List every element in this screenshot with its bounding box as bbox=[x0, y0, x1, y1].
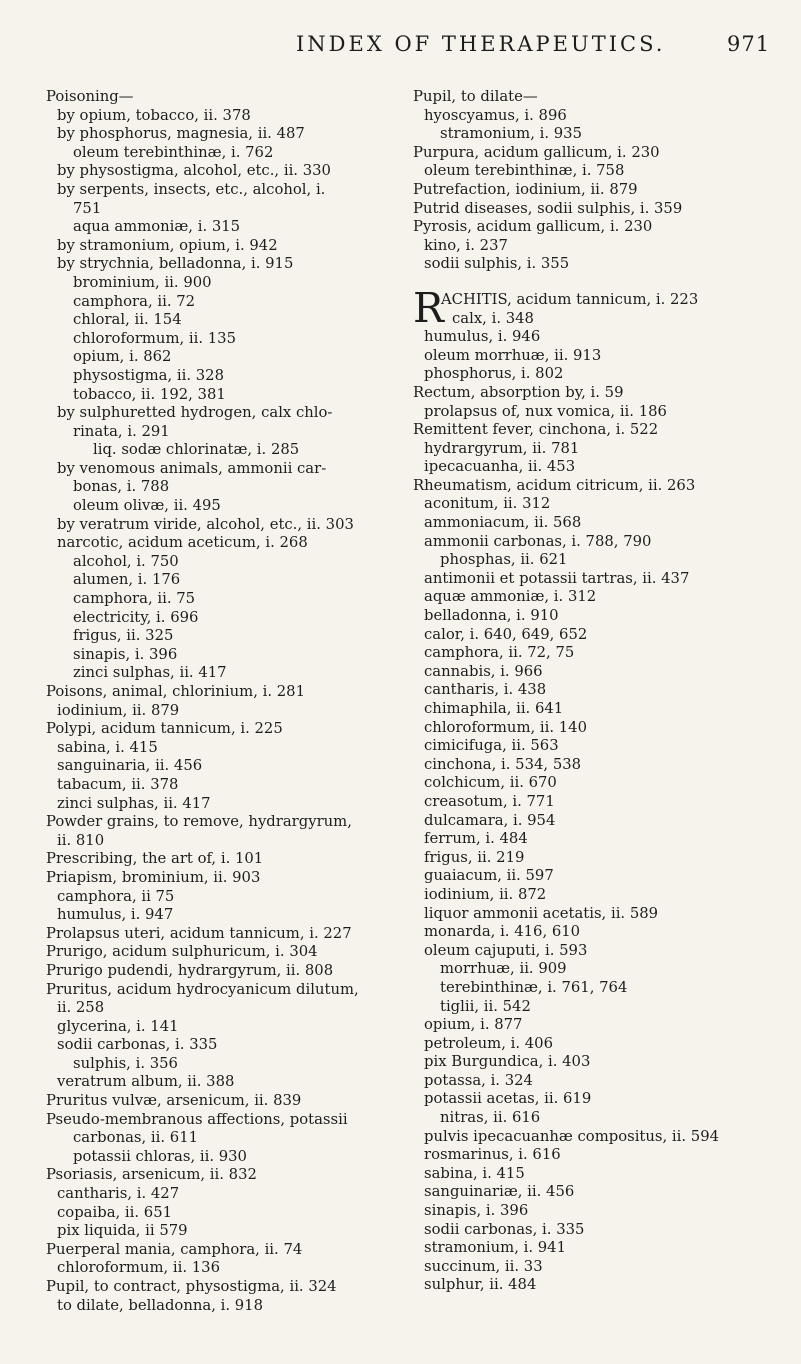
index-entry: sabina, i. 415 bbox=[57, 738, 158, 756]
page-number: 971 bbox=[727, 32, 771, 56]
index-entry: colchicum, ii. 670 bbox=[424, 774, 557, 792]
index-entry: sinapis, i. 396 bbox=[424, 1202, 529, 1220]
right-column bbox=[413, 88, 773, 1295]
index-entry: camphora, ii. 72, 75 bbox=[424, 644, 575, 662]
index-entry: sanguinaria, ii. 456 bbox=[57, 757, 203, 775]
index-entry: Prescribing, the art of, i. 101 bbox=[46, 850, 264, 868]
index-entry: aquæ ammoniæ, i. 312 bbox=[424, 588, 597, 606]
page-header bbox=[0, 32, 801, 62]
index-entry: tabacum, ii. 378 bbox=[57, 775, 179, 793]
index-entry: chloroformum, ii. 135 bbox=[73, 329, 237, 347]
index-entry: to dilate, belladonna, i. 918 bbox=[57, 1296, 263, 1314]
running-title: INDEX OF THERAPEUTICS. bbox=[296, 32, 666, 56]
index-entry: pulvis ipecacuanhæ compositus, ii. 594 bbox=[424, 1127, 720, 1145]
index-entry: morrhuæ, ii. 909 bbox=[440, 960, 567, 978]
right-column-top-entries bbox=[413, 88, 773, 274]
index-entry: Pruritus vulvæ, arsenicum, ii. 839 bbox=[46, 1092, 302, 1110]
index-entry: sulphis, i. 356 bbox=[73, 1054, 178, 1072]
index-entry: Remittent fever, cinchona, i. 522 bbox=[413, 421, 659, 439]
index-entry: phosphas, ii. 621 bbox=[440, 551, 568, 569]
index-entry: ammonii carbonas, i. 788, 790 bbox=[424, 532, 652, 550]
index-entry: ii. 258 bbox=[57, 999, 105, 1017]
left-column bbox=[46, 88, 396, 1315]
index-entry: camphora, ii. 72 bbox=[73, 292, 196, 310]
index-entry: chloral, ii. 154 bbox=[73, 311, 182, 329]
index-entry: Poisons, animal, chlorinium, i. 281 bbox=[46, 683, 305, 700]
index-entry: tobacco, ii. 192, 381 bbox=[73, 385, 226, 403]
index-entry: Pruritus, acidum hydrocyanicum dilutum, bbox=[46, 980, 359, 998]
index-entry: kino, i. 237 bbox=[424, 236, 508, 254]
index-entry: zinci sulphas, ii. 417 bbox=[73, 664, 227, 682]
index-entry: Puerperal mania, camphora, ii. 74 bbox=[46, 1240, 303, 1258]
index-entry: tiglii, ii. 542 bbox=[440, 997, 531, 1015]
index-entry: antimonii et potassii tartras, ii. 437 bbox=[424, 569, 690, 587]
index-entry: Prolapsus uteri, acidum tannicum, i. 227 bbox=[46, 924, 352, 942]
index-entry: by physostigma, alcohol, etc., ii. 330 bbox=[57, 162, 331, 180]
index-entry: 751 bbox=[73, 199, 102, 217]
index-entry: opium, i. 877 bbox=[424, 1016, 523, 1034]
index-entry: chloroformum, ii. 140 bbox=[424, 718, 588, 736]
index-entry: iodinium, ii. 872 bbox=[424, 885, 547, 903]
index-entry: stramonium, i. 935 bbox=[440, 125, 582, 143]
index-entry: potassa, i. 324 bbox=[424, 1071, 533, 1089]
index-entry: creasotum, i. 771 bbox=[424, 792, 555, 810]
index-entry: by opium, tobacco, ii. 378 bbox=[57, 106, 251, 124]
index-entry: pix Burgundica, i. 403 bbox=[424, 1053, 591, 1071]
index-entry: pix liquida, ii 579 bbox=[57, 1222, 188, 1240]
index-entry: cimicifuga, ii. 563 bbox=[424, 737, 559, 755]
index-entry: sabina, i. 415 bbox=[424, 1164, 525, 1182]
index-entry: zinci sulphas, ii. 417 bbox=[57, 794, 211, 812]
index-entry: opium, i. 862 bbox=[73, 348, 172, 366]
index-entry: sodii carbonas, i. 335 bbox=[57, 1036, 218, 1054]
index-entry: liquor ammonii acetatis, ii. 589 bbox=[424, 904, 659, 922]
drop-cap-letter: R bbox=[413, 283, 444, 332]
index-entry: ACHITIS, acidum tannicum, i. 223 bbox=[441, 290, 699, 308]
index-entry: sinapis, i. 396 bbox=[73, 645, 178, 663]
index-entry: ipecacuanha, ii. 453 bbox=[424, 458, 576, 476]
index-entry: cannabis, i. 966 bbox=[424, 662, 543, 680]
index-entry: by stramonium, opium, i. 942 bbox=[57, 236, 278, 254]
index-entry: Pupil, to contract, physostigma, ii. 324 bbox=[46, 1278, 337, 1295]
index-entry: cantharis, i. 438 bbox=[424, 681, 547, 699]
index-entry: petroleum, i. 406 bbox=[424, 1034, 553, 1052]
index-entry: Rheumatism, acidum citricum, ii. 263 bbox=[413, 476, 696, 494]
index-entry: cantharis, i. 427 bbox=[57, 1185, 180, 1203]
index-entry: carbonas, ii. 611 bbox=[73, 1129, 199, 1147]
index-entry: oleum olivæ, ii. 495 bbox=[73, 497, 221, 515]
index-entry: phosphorus, i. 802 bbox=[424, 365, 564, 383]
index-entry: by veratrum viride, alcohol, etc., ii. 303 bbox=[57, 515, 354, 533]
index-entry: oleum terebinthinæ, i. 762 bbox=[73, 143, 274, 161]
index-entry: sodii carbonas, i. 335 bbox=[424, 1220, 585, 1238]
index-entry: chimaphila, ii. 641 bbox=[424, 700, 564, 717]
index-entry: alumen, i. 176 bbox=[73, 571, 181, 589]
index-entry: potassii acetas, ii. 619 bbox=[424, 1090, 592, 1108]
index-entry: by strychnia, belladonna, i. 915 bbox=[57, 255, 294, 273]
index-entry: rinata, i. 291 bbox=[73, 422, 170, 440]
index-entry: glycerina, i. 141 bbox=[57, 1017, 179, 1035]
index-entry: oleum morrhuæ, ii. 913 bbox=[424, 346, 602, 364]
index-entry: liq. sodæ chlorinatæ, i. 285 bbox=[93, 441, 300, 459]
index-entry: guaiacum, ii. 597 bbox=[424, 867, 554, 885]
index-entry: oleum cajuputi, i. 593 bbox=[424, 941, 588, 959]
index-entry: prolapsus of, nux vomica, ii. 186 bbox=[424, 402, 667, 420]
index-entry: by phosphorus, magnesia, ii. 487 bbox=[57, 125, 305, 143]
index-entry: Pseudo-membranous affections, potassii bbox=[46, 1110, 348, 1128]
index-entry: camphora, ii 75 bbox=[57, 887, 175, 905]
index-entry: sulphur, ii. 484 bbox=[424, 1276, 537, 1294]
index-entry: Pyrosis, acidum gallicum, i. 230 bbox=[413, 218, 653, 236]
index-entry: potassii chloras, ii. 930 bbox=[73, 1147, 247, 1165]
index-entry: ammoniacum, ii. 568 bbox=[424, 514, 582, 532]
index-entry: Poisoning— bbox=[46, 88, 134, 105]
index-entry: Powder grains, to remove, hydrargyrum, bbox=[46, 813, 352, 831]
index-entry: aqua ammoniæ, i. 315 bbox=[73, 218, 241, 236]
index-entry: alcohol, i. 750 bbox=[73, 552, 179, 570]
index-entry: chloroformum, ii. 136 bbox=[57, 1259, 221, 1277]
index-entry: Purpura, acidum gallicum, i. 230 bbox=[413, 143, 660, 161]
index-entry: electricity, i. 696 bbox=[73, 608, 199, 626]
index-entry: by serpents, insects, etc., alcohol, i. bbox=[57, 180, 326, 198]
index-entry: veratrum album, ii. 388 bbox=[57, 1073, 235, 1091]
index-entry: monarda, i. 416, 610 bbox=[424, 923, 581, 941]
index-entry: calx, i. 348 bbox=[452, 309, 534, 327]
right-column-bottom-entries bbox=[413, 328, 773, 1295]
index-entry: Putrid diseases, sodii sulphis, i. 359 bbox=[413, 199, 683, 217]
index-entry: rosmarinus, i. 616 bbox=[424, 1146, 561, 1164]
index-entry: hyoscyamus, i. 896 bbox=[424, 106, 567, 124]
index-entry: humulus, i. 946 bbox=[424, 328, 541, 346]
index-entry: humulus, i. 947 bbox=[57, 906, 174, 924]
index-entry: frigus, ii. 325 bbox=[73, 627, 174, 645]
index-entry: sodii sulphis, i. 355 bbox=[424, 255, 570, 273]
index-entry: physostigma, ii. 328 bbox=[73, 366, 224, 384]
index-entry: Putrefaction, iodinium, ii. 879 bbox=[413, 180, 638, 198]
index-entry: iodinium, ii. 879 bbox=[57, 701, 180, 719]
index-entry: hydrargyrum, ii. 781 bbox=[424, 439, 580, 457]
index-entry: oleum terebinthinæ, i. 758 bbox=[424, 162, 625, 180]
index-entry: Psoriasis, arsenicum, ii. 832 bbox=[46, 1166, 257, 1184]
index-entry: sanguinariæ, ii. 456 bbox=[424, 1183, 575, 1201]
index-entry: Priapism, brominium, ii. 903 bbox=[46, 868, 261, 886]
index-entry: camphora, ii. 75 bbox=[73, 590, 196, 608]
index-entry: copaiba, ii. 651 bbox=[57, 1203, 173, 1221]
index-entry: stramonium, i. 941 bbox=[424, 1239, 566, 1257]
index-entry: by venomous animals, ammonii car- bbox=[57, 459, 327, 477]
index-entry: by sulphuretted hydrogen, calx chlo- bbox=[57, 404, 333, 422]
index-entry: cinchona, i. 534, 538 bbox=[424, 755, 582, 773]
index-entry: succinum, ii. 33 bbox=[424, 1257, 543, 1275]
index-entry: Rectum, absorption by, i. 59 bbox=[413, 383, 624, 401]
index-entry: aconitum, ii. 312 bbox=[424, 495, 551, 513]
index-entry: belladonna, i. 910 bbox=[424, 607, 559, 625]
index-entry: Pupil, to dilate— bbox=[413, 88, 538, 105]
index-entry: dulcamara, i. 954 bbox=[424, 811, 556, 829]
index-entry: ii. 810 bbox=[57, 831, 105, 849]
index-entry: terebinthinæ, i. 761, 764 bbox=[440, 978, 628, 996]
index-entry: brominium, ii. 900 bbox=[73, 273, 212, 291]
index-entry: narcotic, acidum aceticum, i. 268 bbox=[57, 534, 308, 552]
index-entry: Prurigo, acidum sulphuricum, i. 304 bbox=[46, 943, 318, 961]
index-entry: Polypi, acidum tannicum, i. 225 bbox=[46, 720, 283, 738]
index-entry: calor, i. 640, 649, 652 bbox=[424, 625, 588, 643]
index-entry: ferrum, i. 484 bbox=[424, 830, 528, 848]
index-entry: frigus, ii. 219 bbox=[424, 848, 525, 866]
index-entry: Prurigo pudendi, hydrargyrum, ii. 808 bbox=[46, 961, 334, 979]
index-entry: nitras, ii. 616 bbox=[440, 1109, 541, 1127]
index-entry: bonas, i. 788 bbox=[73, 478, 170, 496]
